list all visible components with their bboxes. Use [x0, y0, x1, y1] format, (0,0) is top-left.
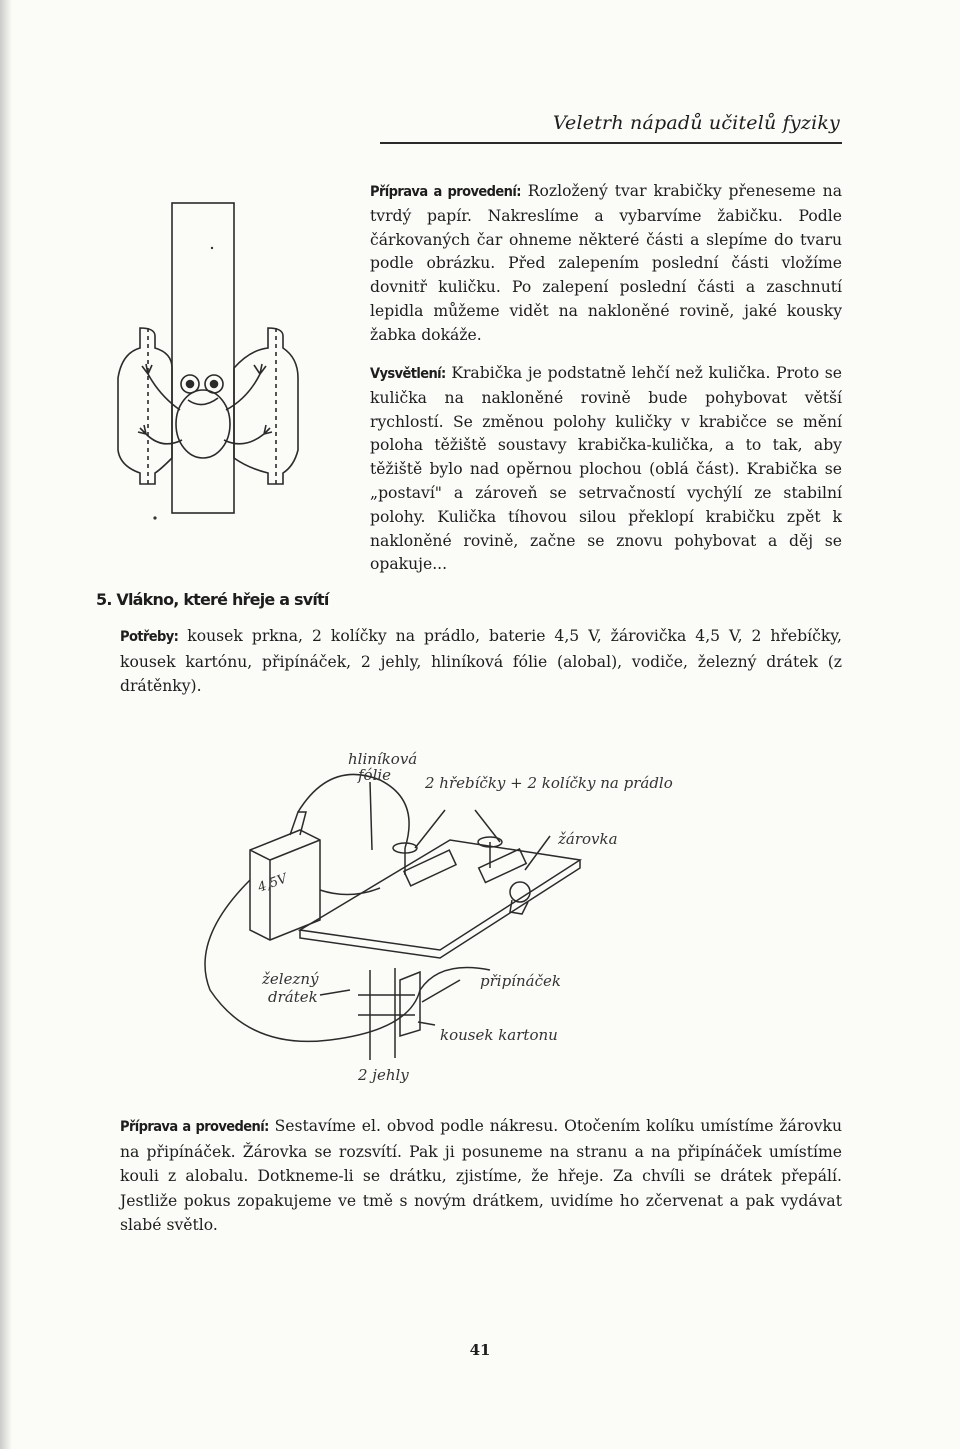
- scan-edge-shadow: [0, 0, 12, 1449]
- frog-box-illustration: [100, 188, 320, 528]
- label-wire-1: železný: [262, 970, 319, 988]
- section5-title: 5. Vlákno, které hřeje a svítí: [96, 590, 329, 609]
- label-battery: 4,5V: [255, 871, 290, 896]
- label-foil-1: hliníková: [348, 750, 418, 768]
- vysvetleni-label: Vysvětlení:: [370, 366, 446, 382]
- section1-vysvetleni: [370, 362, 842, 577]
- potreby-text: kousek prkna, 2 kolíčky na prádlo, baterie 4,5 V, žárovička 4,5 V, 2 hřebíčky, kousek kartónu, připínáček, 2 jehly, hliníková fólie (alobal), vodiče, železný drátek (z drátěnky).: [120, 627, 842, 695]
- priprava-text: Rozložený tvar krabičky přeneseme na tvrdý papír. Nakreslíme a vybarvíme žabičku. Podle čárkovaných čar ohneme některé části a slepíme do tvaru podle obrázku. Před zalepením poslední části vložíme dovnitř kuličku. Po zalepení poslední části a zaschnutí lepidla můžeme vidět na nakloněné rovině, jaké kousky žabka dokáže.: [370, 182, 843, 344]
- priprava-label: Příprava a provedení:: [370, 184, 521, 200]
- label-needles: 2 jehly: [358, 1066, 409, 1084]
- priprava5-text: Sestavíme el. obvod podle nákresu. Otočením kolíku umístíme žárovku na připínáček. Žárovka se rozsvítí. Pak ji posuneme na stranu a na připínáček umístíme kouli z alobalu. Dotkneme-li se drátku, zjistíme, že hřeje. Za chvíli se drátek přepálí. Jestliže pokus zopakujeme ve tmě s novým drátkem, uvidíme ho zčervenat a pak vydávat slabé světlo.: [120, 1117, 842, 1234]
- peg-right: [479, 849, 527, 883]
- section5-potreby: [120, 624, 842, 699]
- vysvetleni-text: Krabička je podstatně lehčí než kulička. Proto se kulička na nakloněné rovině bude pohybovat větší rychlostí. Se změnou polohy kuličky v krabičce se mění poloha těžiště soustavy krabička-kulička, a to tak, aby těžiště bylo nad opěrnou plochou (oblá část). Krabička se „postaví" a zároveň se setrvačností vychýlí ze stabilní polohy. Kulička tíhovou silou překlopí krabičku zpět k nakloněné rovině, začne se znovu pohybovat a děj se opakuje...: [370, 364, 842, 574]
- left-flap: [118, 328, 172, 484]
- cardboard: [400, 972, 420, 1036]
- running-header: Veletrh nápadů učitelů fyziky: [552, 112, 840, 134]
- wire-loop: [205, 880, 490, 1041]
- label-bulb: žárovka: [558, 830, 618, 848]
- box-net-strip: [172, 203, 234, 513]
- label-cardboard: kousek kartonu: [440, 1026, 558, 1044]
- page-number: 41: [469, 1341, 491, 1359]
- label-wire-2: drátek: [268, 988, 318, 1006]
- label-foil-2: fólie: [358, 766, 392, 784]
- priprava5-label: Příprava a provedení:: [120, 1119, 269, 1135]
- label-pin: připínáček: [480, 972, 561, 990]
- peg-left: [404, 850, 456, 886]
- circuit-sketch: [190, 740, 750, 1100]
- frog-body: [176, 390, 230, 458]
- section5-priprava: [120, 1114, 842, 1238]
- potreby-label: Potřeby:: [120, 629, 179, 645]
- header-rule: [380, 142, 842, 144]
- right-flap: [234, 328, 298, 484]
- label-nails-pegs: 2 hřebíčky + 2 kolíčky na prádlo: [425, 774, 673, 792]
- section1-priprava: [370, 180, 842, 348]
